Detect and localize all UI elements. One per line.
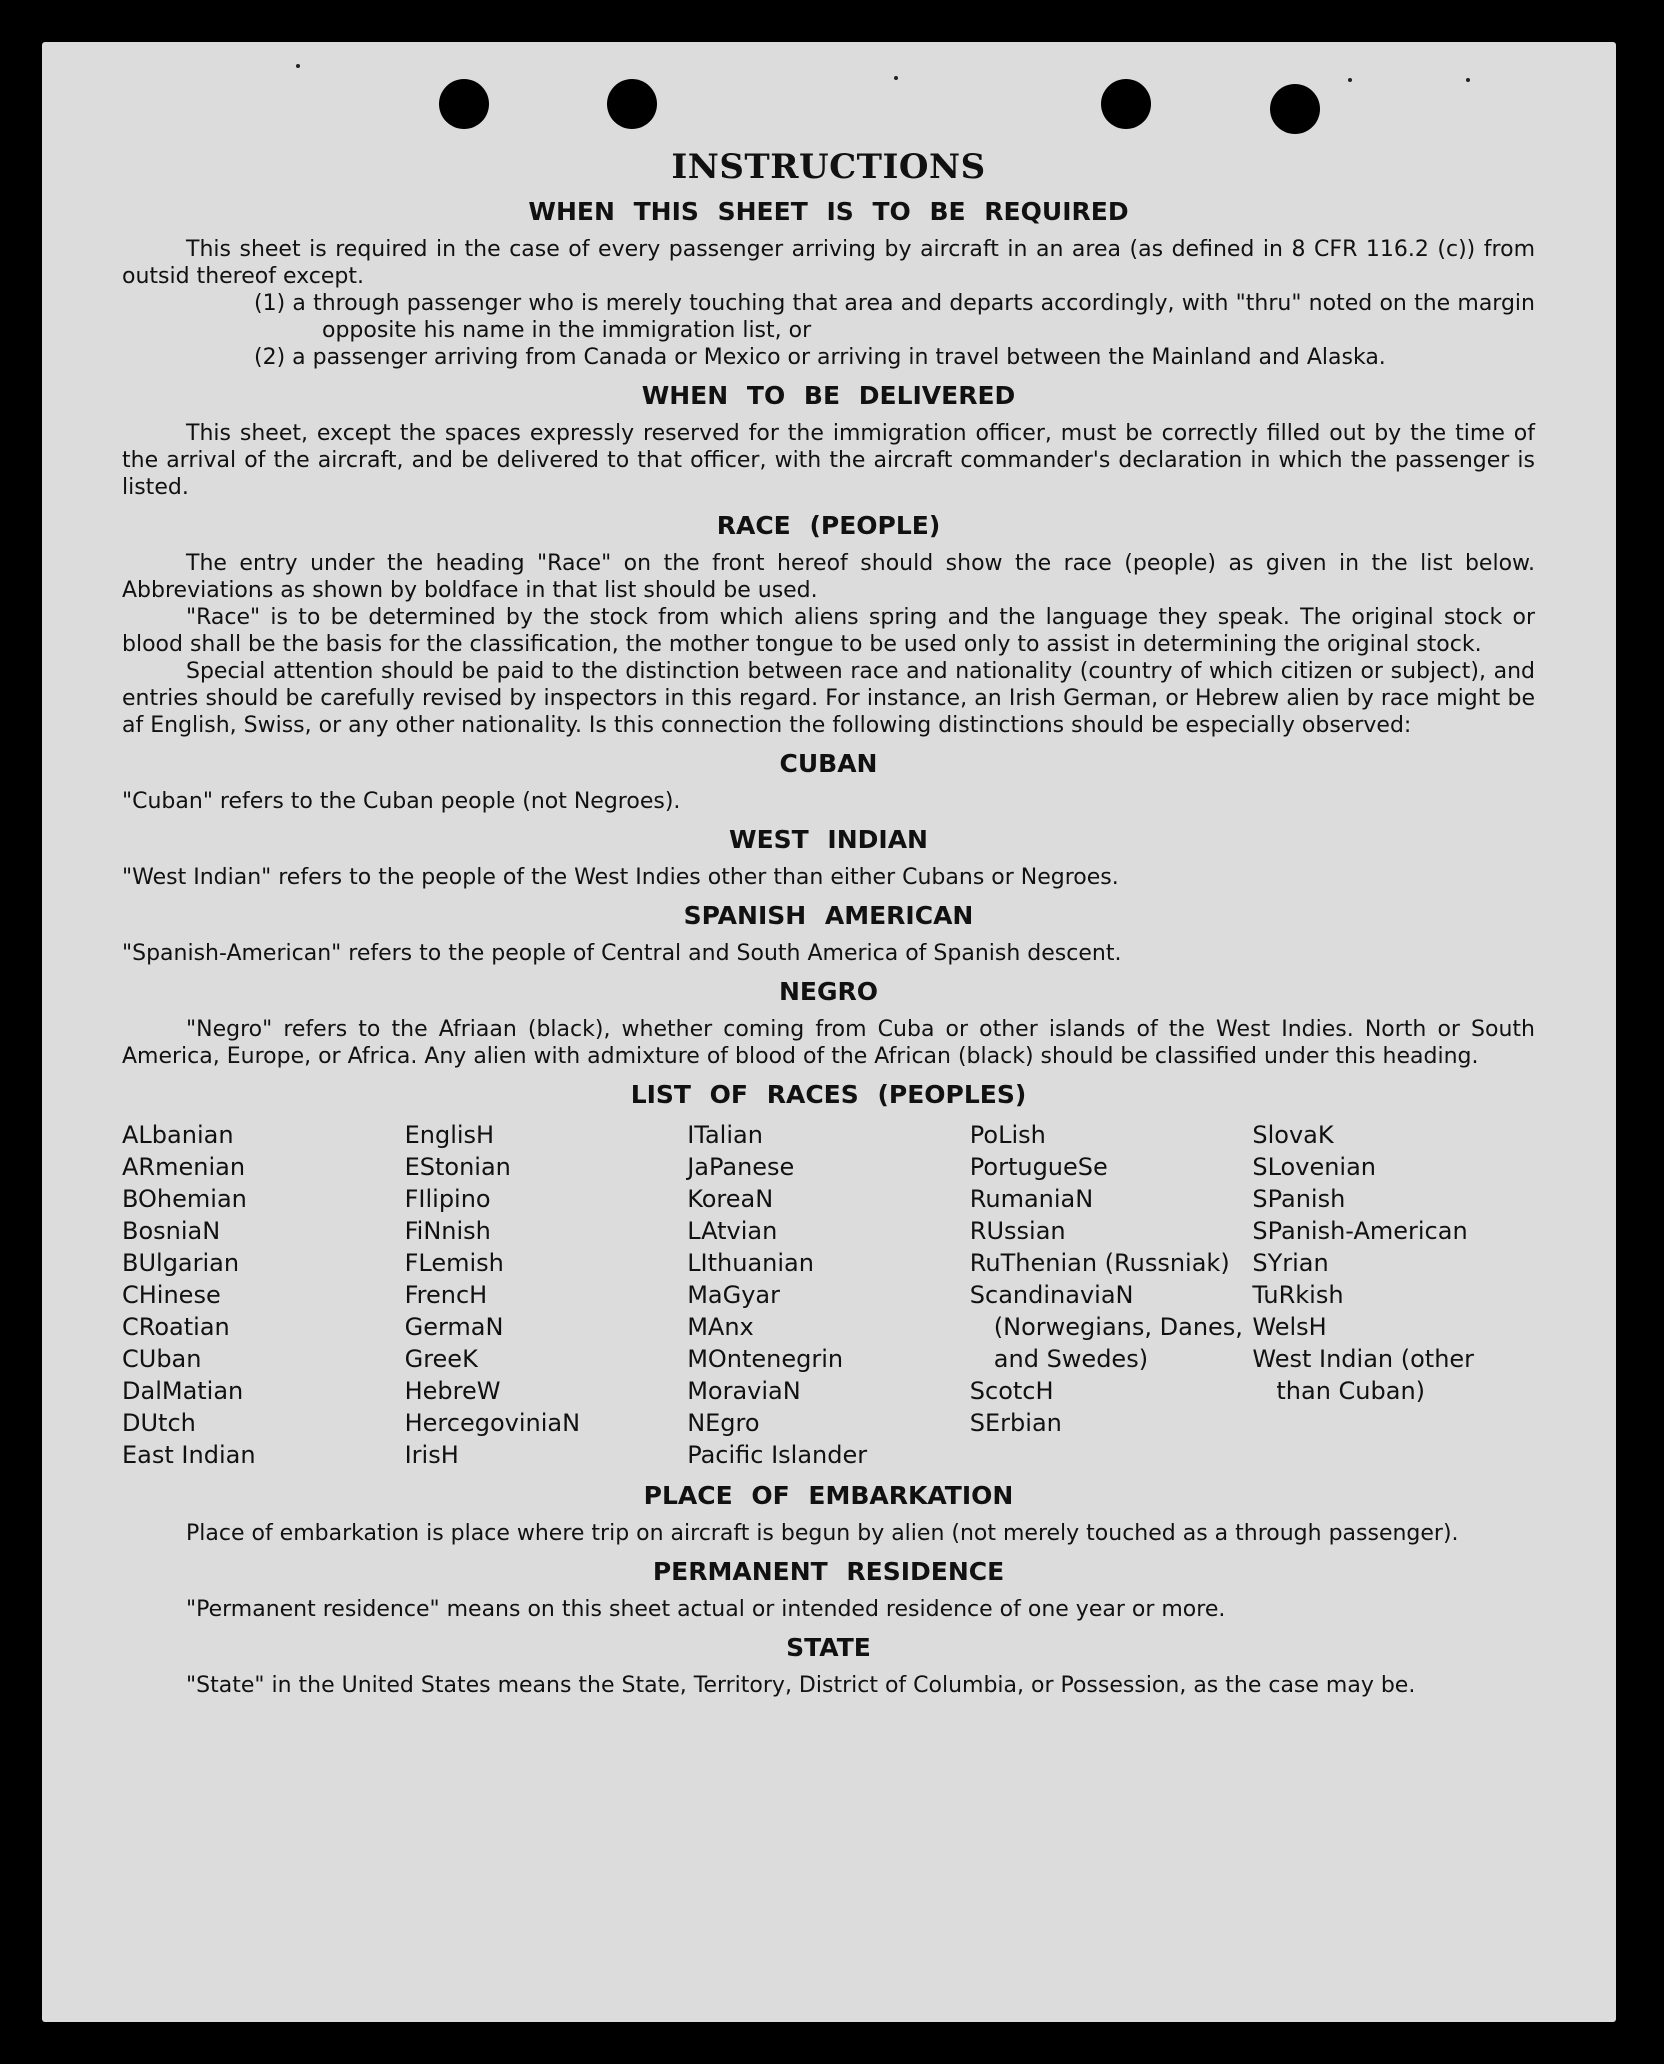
race-paragraph: "Race" is to be determined by the stock from which aliens spring and the language they speak. The original stock or blood shall be the basis for the classification, the mother tongue to be used only to assist in determining the original stock. (122, 605, 1535, 657)
race-entry: WelsH (1252, 1313, 1327, 1341)
race-entry: FLemish (404, 1249, 504, 1277)
race-entry: GermaN (404, 1313, 504, 1341)
punch-hole (607, 79, 657, 129)
punch-hole (1270, 84, 1320, 134)
race-entry: NEgro (687, 1409, 760, 1437)
heading-list-of-races: LIST OF RACES (PEOPLES) (630, 1080, 1027, 1109)
race-entry: East Indian (122, 1441, 256, 1469)
race-entry: TuRkish (1252, 1281, 1344, 1309)
heading-embarkation: PLACE OF EMBARKATION (643, 1481, 1014, 1510)
punch-hole (439, 79, 489, 129)
race-entry: LIthuanian (687, 1249, 814, 1277)
race-entry: BUlgarian (122, 1249, 240, 1277)
race-column (970, 1119, 1253, 1471)
race-column (405, 1119, 688, 1471)
race-column (1252, 1119, 1535, 1471)
race-entry: ScotcH (969, 1377, 1054, 1405)
state-text: "State" in the United States means the State, Territory, District of Columbia, or Possession, as the case may be. (186, 1673, 1416, 1698)
heading-spanish-american: SPANISH AMERICAN (683, 901, 974, 930)
race-entry: ARmenian (122, 1153, 246, 1181)
race-entry: MAnx (687, 1313, 754, 1341)
race-entry: HebreW (404, 1377, 501, 1405)
race-entry: RUssian (969, 1217, 1066, 1245)
race-entry: FiNnish (404, 1217, 491, 1245)
race-entry: Pacific Islander (687, 1441, 868, 1469)
race-entry: JaPanese (687, 1153, 795, 1181)
heading-west-indian: WEST INDIAN (729, 825, 928, 854)
paper-speck (1466, 78, 1470, 82)
race-entry: SPanish (1252, 1185, 1346, 1213)
west-indian-text: "West Indian" refers to the people of the West Indies other than either Cubans or Negroes. (122, 865, 1119, 890)
race-entry: FIlipino (404, 1185, 491, 1213)
cuban-text: "Cuban" refers to the Cuban people (not Negroes). (122, 789, 681, 814)
heading-when-required: WHEN THIS SHEET IS TO BE REQUIRED (528, 197, 1129, 226)
paper-speck (1348, 78, 1352, 82)
paper-speck (296, 64, 300, 68)
when-delivered-text: This sheet, except the spaces expressly reserved for the immigration officer, must be correctly filled out by the time of the arrival of the aircraft, and be delivered to that officer, with the aircraft commander's declaration in which the passenger is listed. (122, 421, 1535, 500)
page-title: INSTRUCTIONS (671, 147, 986, 187)
race-entry: ITalian (687, 1121, 763, 1149)
race-entry: CHinese (122, 1281, 221, 1309)
heading-when-delivered: WHEN TO BE DELIVERED (641, 381, 1016, 410)
race-entry: DUtch (122, 1409, 196, 1437)
heading-cuban: CUBAN (779, 749, 878, 778)
race-entry: SPanish-American (1252, 1217, 1468, 1245)
race-entry: FrencH (404, 1281, 488, 1309)
embarkation-text: Place of embarkation is place where trip on aircraft is begun by alien (not merely touched as a through passenger). (186, 1521, 1459, 1546)
heading-residence: PERMANENT RESIDENCE (652, 1557, 1005, 1586)
race-entry: PoLish (969, 1121, 1046, 1149)
race-entry: West Indian (other than Cuban) (1252, 1345, 1475, 1405)
race-paragraph: The entry under the heading "Race" on the front hereof should show the race (people) as given in the list below. Abbreviations as shown by boldface in that list should be used. (122, 551, 1535, 603)
race-entry: ALbanian (122, 1121, 234, 1149)
residence-text: "Permanent residence" means on this sheet actual or intended residence of one year or more. (186, 1597, 1226, 1622)
when-required-item-1: (1) a through passenger who is merely touching that area and departs accordingly, with "thru" noted on the margin opposite his name in the immigration list, or (254, 291, 1535, 343)
race-entry: SErbian (969, 1409, 1062, 1437)
spanish-american-text: "Spanish-American" refers to the people of Central and South America of Spanish descent. (122, 941, 1122, 966)
instructions-content (122, 147, 1535, 1699)
when-required-item-2: (2) a passenger arriving from Canada or Mexico or arriving in travel between the Mainland and Alaska. (254, 345, 1386, 370)
race-entry: KoreaN (687, 1185, 774, 1213)
race-entry: CUban (122, 1345, 202, 1373)
paper-speck (894, 76, 898, 80)
race-entry: MaGyar (687, 1281, 780, 1309)
heading-negro: NEGRO (778, 977, 879, 1006)
race-list (122, 1119, 1535, 1471)
race-paragraph: Special attention should be paid to the distinction between race and nationality (country of which citizen or subject), and entries should be carefully revised by inspectors in this regard. For instance, an Irish German, or Hebrew alien by race might be af English, Swiss, or any other nationality. Is this connection the following distinctions should be especially observed: (122, 659, 1535, 738)
race-entry: DalMatian (122, 1377, 244, 1405)
punch-hole (1101, 79, 1151, 129)
race-entry: SLovenian (1252, 1153, 1377, 1181)
heading-state: STATE (786, 1633, 871, 1662)
race-entry: EnglisH (404, 1121, 495, 1149)
race-column (687, 1119, 970, 1471)
race-entry: GreeK (404, 1345, 478, 1373)
document-page (42, 42, 1616, 2022)
race-column (122, 1119, 405, 1471)
race-entry: HercegoviniaN (404, 1409, 581, 1437)
race-entry: SYrian (1252, 1249, 1329, 1277)
race-entry: BosniaN (122, 1217, 221, 1245)
when-required-intro: This sheet is required in the case of every passenger arriving by aircraft in an area (as defined in 8 CFR 116.2 (c)) from outsid thereof except. (122, 237, 1535, 289)
negro-text: "Negro" refers to the Afriaan (black), whether coming from Cuba or other islands of the West Indies. North or South America, Europe, or Africa. Any alien with admixture of blood of the African (black) should be classified under this heading. (122, 1017, 1535, 1069)
race-entry: RumaniaN (969, 1185, 1094, 1213)
heading-race: RACE (PEOPLE) (716, 511, 941, 540)
race-entry: EStonian (404, 1153, 511, 1181)
race-entry: PortugueSe (969, 1153, 1108, 1181)
race-entry: LAtvian (687, 1217, 778, 1245)
race-entry: BOhemian (122, 1185, 247, 1213)
race-entry: SlovaK (1252, 1121, 1334, 1149)
race-entry: RuThenian (Russniak) (969, 1249, 1230, 1277)
race-entry: CRoatian (122, 1313, 230, 1341)
race-entry: MOntenegrin (687, 1345, 844, 1373)
race-entry: IrisH (404, 1441, 459, 1469)
race-entry: MoraviaN (687, 1377, 801, 1405)
race-entry: ScandinaviaN (Norwegians, Danes, and Swedes) (969, 1281, 1243, 1373)
